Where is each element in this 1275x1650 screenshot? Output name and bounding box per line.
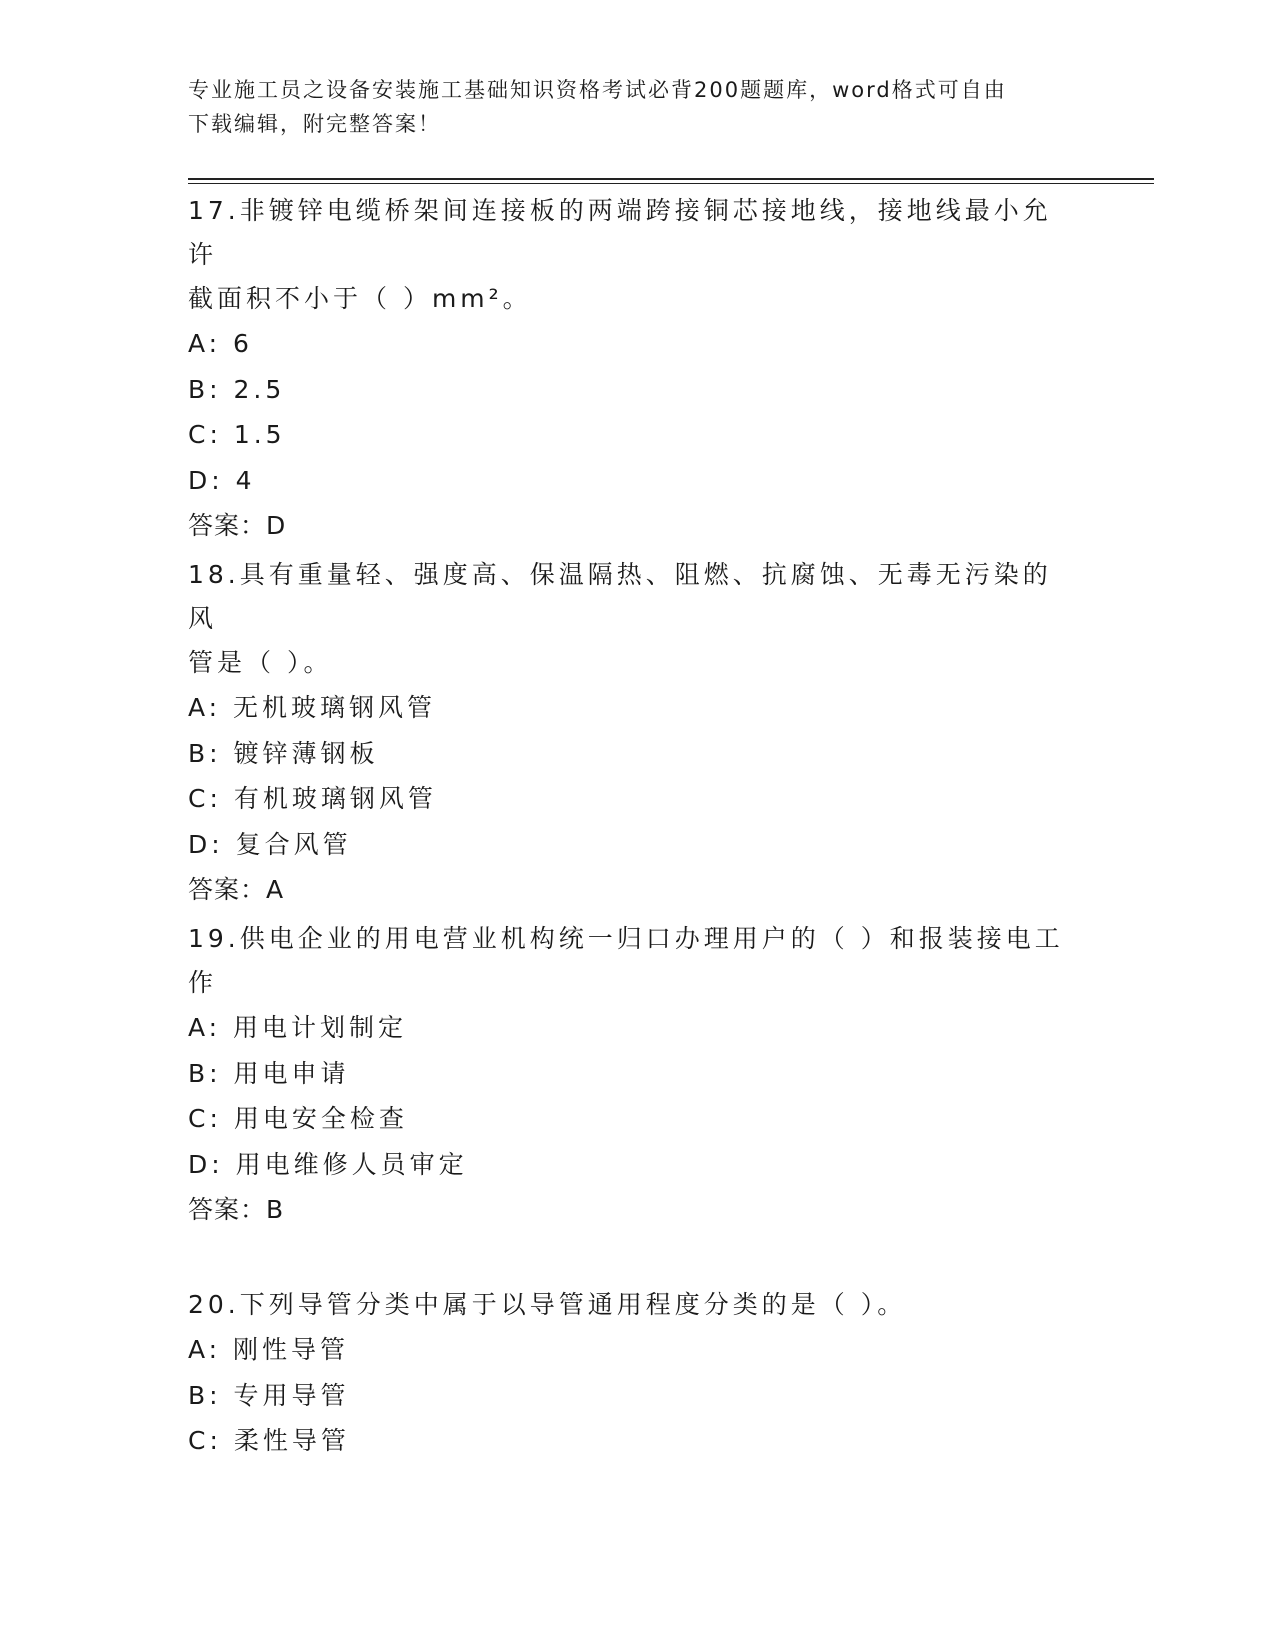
header-line-2: 下载编辑，附完整答案！ [188,112,441,136]
option-a: A: 6 [188,329,253,358]
header-line-1: 专业施工员之设备安装施工基础知识资格考试必背200题题库，word格式可自由 [188,78,1007,102]
answer: 答案：A [188,875,285,904]
question-stem-line: 17.非镀锌电缆桥架间连接板的两端跨接铜芯接地线，接地线最小允许 [188,196,1052,269]
header-divider-thin [188,183,1154,184]
option-d: D: 用电维修人员审定 [188,1149,468,1179]
question-stem-line: 管是（ ）。 [188,648,333,677]
answer: 答案：D [188,511,287,540]
option-b: B: 用电申请 [188,1058,350,1088]
question-19 [188,917,1078,1232]
question-18 [188,553,1078,912]
document-header [188,73,1078,141]
answer: 答案：B [188,1195,285,1224]
question-stem-line: 20.下列导管分类中属于以导管通用程度分类的是（ ）。 [188,1290,907,1319]
question-stem-line: 作 [188,968,218,997]
question-17 [188,189,1078,548]
option-d: D: 4 [188,465,256,495]
question-stem-line: 19.供电企业的用电营业机构统一归口办理用户的（ ）和报装接电工 [188,924,1064,953]
option-b: B: 专用导管 [188,1380,350,1410]
question-20 [188,1283,1078,1464]
option-c: C: 有机玻璃钢风管 [188,784,437,813]
question-stem-line: 截面积不小于（ ）mm²。 [188,284,532,313]
option-a: A: 用电计划制定 [188,1013,408,1042]
option-d: D: 复合风管 [188,829,352,859]
option-c: C: 1.5 [188,420,286,449]
option-b: B: 镀锌薄钢板 [188,738,379,768]
question-stem-line: 18.具有重量轻、强度高、保温隔热、阻燃、抗腐蚀、无毒无污染的风 [188,560,1052,633]
option-c: C: 用电安全检查 [188,1104,408,1133]
option-c: C: 柔性导管 [188,1426,350,1455]
option-b: B: 2.5 [188,374,286,404]
option-a: A: 刚性导管 [188,1335,350,1364]
header-divider-thick [188,178,1154,180]
option-a: A: 无机玻璃钢风管 [188,693,437,722]
